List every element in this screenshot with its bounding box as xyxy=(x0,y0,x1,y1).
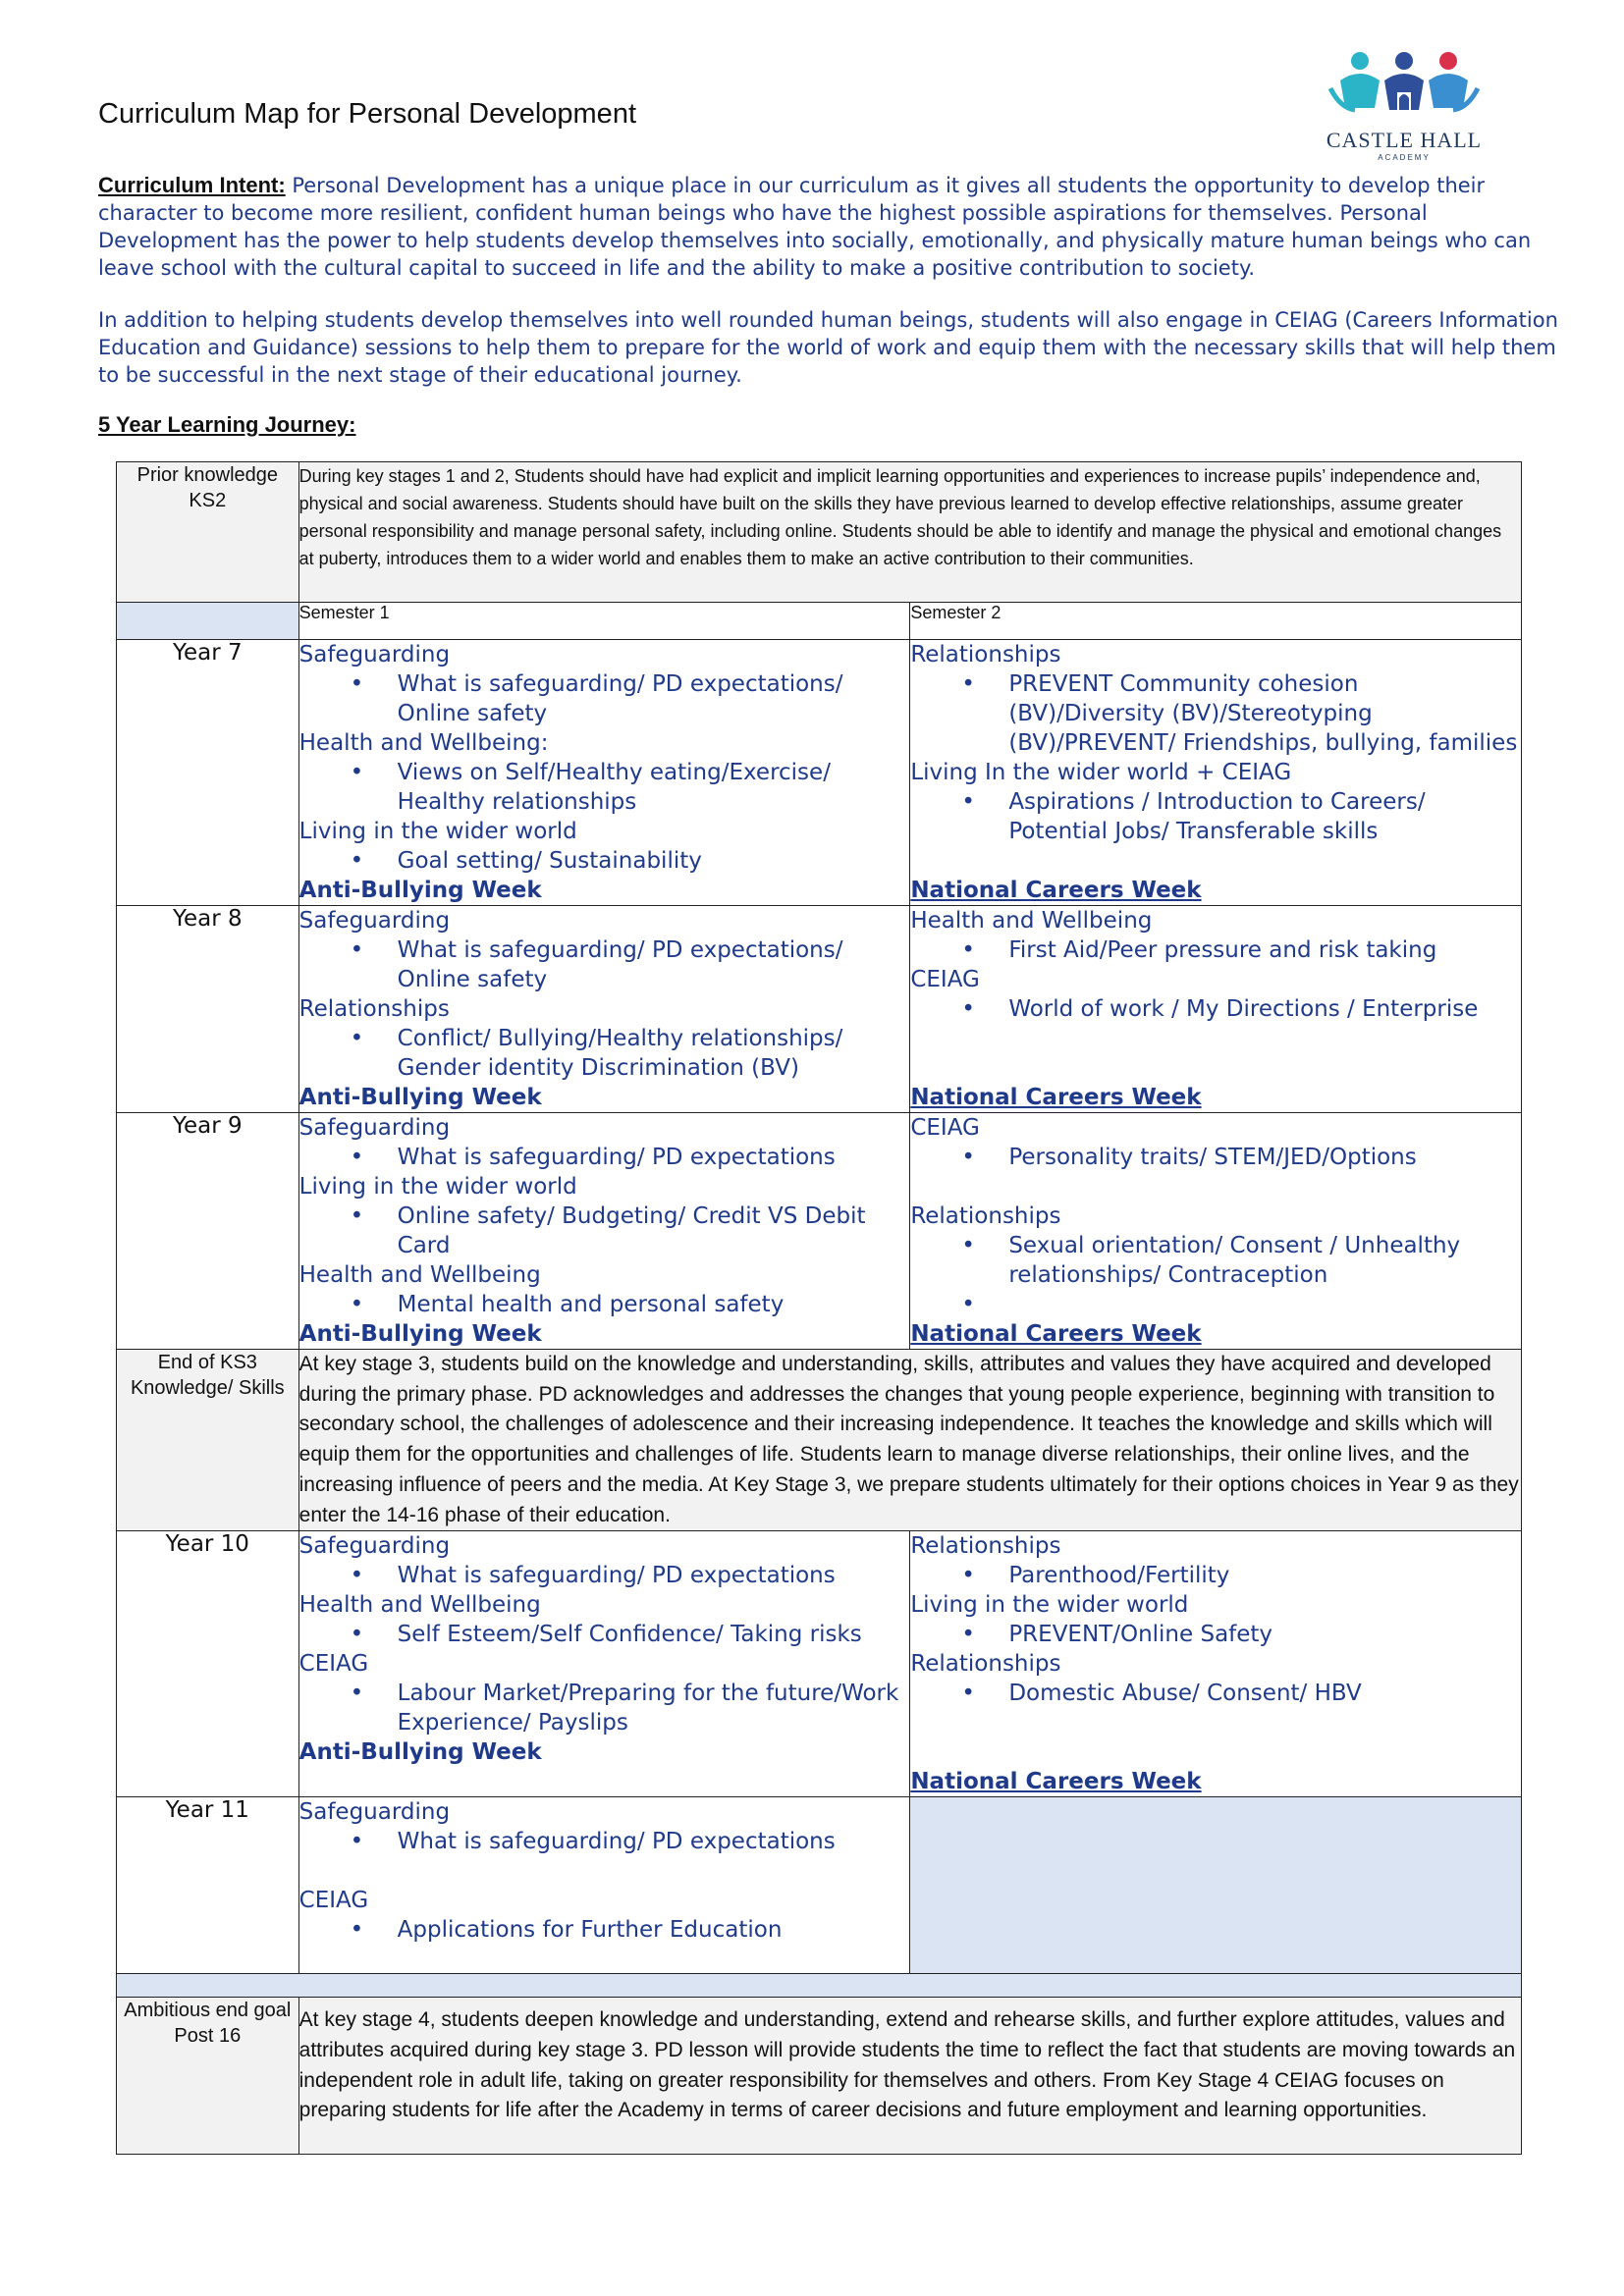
bullet-text: Online safety/ Budgeting/ Credit VS Debit Card xyxy=(397,1203,866,1258)
bullet-text: First Aid/Peer pressure and risk taking xyxy=(1008,937,1437,963)
learning-journey-heading: 5 Year Learning Journey: xyxy=(98,412,356,437)
bullet-text: Sexual orientation/ Consent / Unhealthy relationships/ Contraception xyxy=(1008,1233,1461,1288)
topic-heading: Health and Wellbeing xyxy=(298,1262,541,1288)
topic-bullet xyxy=(299,1915,910,1945)
end-of-ks3-row xyxy=(117,1350,1522,1531)
topic-bullet xyxy=(910,1231,1521,1290)
semester-1-header: Semester 1 xyxy=(298,603,910,640)
bullet-text: Aspirations / Introduction to Careers/ Potential Jobs/ Transferable skills xyxy=(1008,789,1426,844)
curriculum-intent-label: Curriculum Intent: xyxy=(98,173,286,197)
topic-bullet xyxy=(299,1143,910,1172)
empty-bullet xyxy=(910,1290,1521,1319)
bullet-text: What is safeguarding/ PD expectations xyxy=(397,1145,836,1170)
year-10-row xyxy=(117,1531,1522,1797)
bullet-marker: • xyxy=(961,937,975,963)
topic-bullet xyxy=(910,1679,1521,1708)
year-8-semester-2 xyxy=(910,906,1522,1113)
bullet-text: Labour Market/Preparing for the future/Work Experience/ Payslips xyxy=(397,1681,899,1736)
spacer-cell xyxy=(117,1974,1522,1998)
national-careers-week: National Careers Week xyxy=(910,878,1202,903)
curriculum-map-table xyxy=(116,461,1522,2155)
topic-heading: Health and Wellbeing xyxy=(910,908,1153,934)
bullet-marker: • xyxy=(961,671,975,697)
anti-bullying-week: Anti-Bullying Week xyxy=(298,1085,542,1110)
row-label: Year 9 xyxy=(117,1113,299,1350)
topic-bullet xyxy=(299,1827,910,1856)
year-7-semester-2 xyxy=(910,640,1522,906)
topic-heading: Living in the wider world xyxy=(910,1592,1189,1619)
topic-heading: Safeguarding xyxy=(298,1533,451,1560)
prior-knowledge-row xyxy=(117,462,1522,603)
bullet-marker: • xyxy=(350,760,364,785)
bullet-marker: • xyxy=(350,848,364,874)
topic-heading: CEIAG xyxy=(910,967,980,992)
bullet-text: World of work / My Directions / Enterprise xyxy=(1008,996,1479,1022)
bullet-text: What is safeguarding/ PD expectations xyxy=(397,1829,836,1855)
ceiag-intro: In addition to helping students develop themselves into well rounded human beings, students will also engage in CEIAG (Careers Information Education and Guidance) sessions to help them to prepare for the world of work and equip them with the necessary skills that will help them to be successful in the next stage of their educational journey. xyxy=(98,308,1558,387)
topic-heading: Relationships xyxy=(298,996,450,1022)
year-11-semester-2-empty xyxy=(910,1797,1522,1974)
topic-bullet xyxy=(910,994,1521,1024)
bullet-marker: • xyxy=(350,1681,364,1707)
bullet-marker: • xyxy=(350,937,364,963)
topic-heading: Safeguarding xyxy=(298,908,451,934)
topic-heading: Safeguarding xyxy=(298,1115,451,1141)
national-careers-week: National Careers Week xyxy=(910,1085,1202,1110)
topic-bullet xyxy=(299,1561,910,1590)
year-10-semester-1 xyxy=(298,1531,910,1797)
school-logo xyxy=(1321,49,1492,177)
bullet-marker: • xyxy=(350,1203,364,1229)
topic-heading: Health and Wellbeing xyxy=(298,1592,541,1619)
year-7-semester-1 xyxy=(298,640,910,906)
topic-heading: Living in the wider world xyxy=(298,819,577,844)
anti-bullying-week: Anti-Bullying Week xyxy=(298,1739,542,1766)
topic-heading: Living In the wider world + CEIAG xyxy=(910,760,1292,785)
curriculum-intent-text: Personal Development has a unique place in our curriculum as it gives all students the opportunity to develop their character to become more resilient, confident human beings who have the highest possible aspirations for themselves. Personal Development has the power to help students develop themselves into socially, emotionally, and physically mature human beings who can leave school with the cultural capital to succeed in life and the ability to make a positive contribution to society. xyxy=(98,174,1532,280)
semester-header-row xyxy=(117,603,1522,640)
year-8-row xyxy=(117,906,1522,1113)
logo-figures-icon xyxy=(1321,49,1488,130)
bullet-text: PREVENT Community cohesion (BV)/Diversity (BV)/Stereotyping (BV)/PREVENT/ Friendships, bullying, families xyxy=(1008,671,1518,756)
topic-bullet xyxy=(299,1620,910,1649)
bullet-marker: • xyxy=(961,1233,975,1258)
year-7-row xyxy=(117,640,1522,906)
year-9-semester-1 xyxy=(298,1113,910,1350)
spacer-row xyxy=(117,1974,1522,1998)
row-label: Year 8 xyxy=(117,906,299,1113)
year-9-semester-2 xyxy=(910,1113,1522,1350)
bullet-marker: • xyxy=(961,1563,975,1589)
year-10-semester-2 xyxy=(910,1531,1522,1797)
bullet-marker: • xyxy=(961,1292,975,1317)
topic-heading: Health and Wellbeing: xyxy=(298,730,549,756)
row-label: Ambitious end goal Post 16 xyxy=(117,1998,299,2155)
bullet-text: What is safeguarding/ PD expectations/ Online safety xyxy=(397,671,843,726)
logo-subtitle: ACADEMY xyxy=(1378,153,1431,162)
bullet-text: Conflict/ Bullying/Healthy relationships/ Gender identity Discrimination (BV) xyxy=(397,1026,843,1081)
bullet-marker: • xyxy=(961,789,975,815)
topic-heading: Living in the wider world xyxy=(298,1174,577,1200)
row-label: Prior knowledge KS2 xyxy=(117,462,299,603)
topic-bullet xyxy=(910,1620,1521,1649)
topic-bullet xyxy=(299,846,910,876)
topic-bullet xyxy=(910,1561,1521,1590)
bullet-text: Goal setting/ Sustainability xyxy=(397,848,702,874)
national-careers-week: National Careers Week xyxy=(910,1321,1202,1347)
topic-bullet xyxy=(910,1143,1521,1172)
bullet-text: Views on Self/Healthy eating/Exercise/ Healthy relationships xyxy=(397,760,831,815)
year-11-row xyxy=(117,1797,1522,1974)
bullet-text: Personality traits/ STEM/JED/Options xyxy=(1008,1145,1417,1170)
bullet-text: Self Esteem/Self Confidence/ Taking risks xyxy=(397,1622,862,1648)
curriculum-intent xyxy=(98,172,1571,282)
bullet-marker: • xyxy=(350,1145,364,1170)
bullet-marker: • xyxy=(350,1292,364,1317)
bullet-text: PREVENT/Online Safety xyxy=(1008,1622,1273,1648)
bullet-marker: • xyxy=(350,1026,364,1051)
anti-bullying-week: Anti-Bullying Week xyxy=(298,878,542,903)
topic-bullet xyxy=(910,787,1521,846)
post-16-text: At key stage 4, students deepen knowledge and understanding, extend and rehearse skills, and further explore attitudes, values and attributes acquired during key stage 3. PD lesson will provide students the time to reflect the fact that students are moving towards an independent role in adult life, taking on greater responsibility for themselves and others. From Key Stage 4 CEIAG focuses on preparing students for life after the Academy in terms of career decisions and future employment and learning opportunities. xyxy=(298,1998,1521,2155)
logo-name: CASTLE HALL xyxy=(1326,128,1483,152)
bullet-marker: • xyxy=(350,1917,364,1944)
topic-heading: Safeguarding xyxy=(298,642,451,667)
bullet-text: Applications for Further Education xyxy=(397,1917,783,1944)
header-blank xyxy=(117,603,299,640)
topic-bullet xyxy=(299,669,910,728)
bullet-text: Domestic Abuse/ Consent/ HBV xyxy=(1008,1681,1362,1707)
topic-bullet xyxy=(299,1201,910,1260)
year-11-semester-1 xyxy=(298,1797,910,1974)
row-label: Year 7 xyxy=(117,640,299,906)
bullet-marker: • xyxy=(961,1622,975,1648)
semester-2-header: Semester 2 xyxy=(910,603,1522,640)
topic-heading: Safeguarding xyxy=(298,1799,451,1826)
bullet-text: What is safeguarding/ PD expectations/ Online safety xyxy=(397,937,843,992)
topic-bullet xyxy=(299,935,910,994)
post-16-row xyxy=(117,1998,1522,2155)
end-of-ks3-text: At key stage 3, students build on the knowledge and understanding, skills, attributes and values they have acquired and developed during the primary phase. PD acknowledges and addresses the changes that young people experience, beginning with transition to secondary school, the challenges of adolescence and their increasing independence. It teaches the knowledge and skills which will equip them for the opportunities and challenges of life. Students learn to manage diverse relationships, their online lives, and the increasing influence of peers and the media. At Key Stage 3, we prepare students ultimately for their options choices in Year 9 as they enter the 14-16 phase of their education. xyxy=(298,1350,1521,1531)
topic-heading: Relationships xyxy=(910,1203,1061,1229)
topic-bullet xyxy=(910,935,1521,965)
bullet-marker: • xyxy=(961,1681,975,1707)
topic-bullet xyxy=(299,1679,910,1737)
bullet-marker: • xyxy=(350,1563,364,1589)
topic-bullet xyxy=(299,1290,910,1319)
bullet-marker: • xyxy=(350,671,364,697)
bullet-marker: • xyxy=(961,1145,975,1170)
page-title: Curriculum Map for Personal Development xyxy=(98,98,636,130)
year-8-semester-1 xyxy=(298,906,910,1113)
row-label: Year 10 xyxy=(117,1531,299,1797)
topic-heading: CEIAG xyxy=(298,1888,369,1914)
topic-heading: Relationships xyxy=(910,642,1061,667)
topic-heading: CEIAG xyxy=(910,1115,980,1141)
anti-bullying-week: Anti-Bullying Week xyxy=(298,1321,542,1347)
topic-heading: Relationships xyxy=(910,1651,1061,1678)
bullet-text: What is safeguarding/ PD expectations xyxy=(397,1563,836,1589)
prior-knowledge-text: During key stages 1 and 2, Students should have had explicit and implicit learning opportunities and experiences to increase pupils’ independence and, physical and social awareness. Students should have built on the skills they have previous learned to develop effective relationships, assume greater personal responsibility and manage personal safety, including online. Students should be able to identify and manage the physical and emotional changes at puberty, introduces them to a wider world and enables them to make an active contribution to their communities. xyxy=(298,462,1521,603)
bullet-marker: • xyxy=(961,996,975,1022)
bullet-text: Mental health and personal safety xyxy=(397,1292,785,1317)
topic-heading: Relationships xyxy=(910,1533,1061,1560)
bullet-marker: • xyxy=(350,1622,364,1648)
year-9-row xyxy=(117,1113,1522,1350)
bullet-text: Parenthood/Fertility xyxy=(1008,1563,1230,1589)
row-label: Year 11 xyxy=(117,1797,299,1974)
bullet-marker: • xyxy=(350,1829,364,1855)
topic-bullet xyxy=(299,1024,910,1083)
row-label: End of KS3 Knowledge/ Skills xyxy=(117,1350,299,1531)
topic-heading: CEIAG xyxy=(298,1651,369,1678)
topic-bullet xyxy=(299,758,910,817)
national-careers-week: National Careers Week xyxy=(910,1769,1202,1795)
topic-bullet xyxy=(910,669,1521,758)
